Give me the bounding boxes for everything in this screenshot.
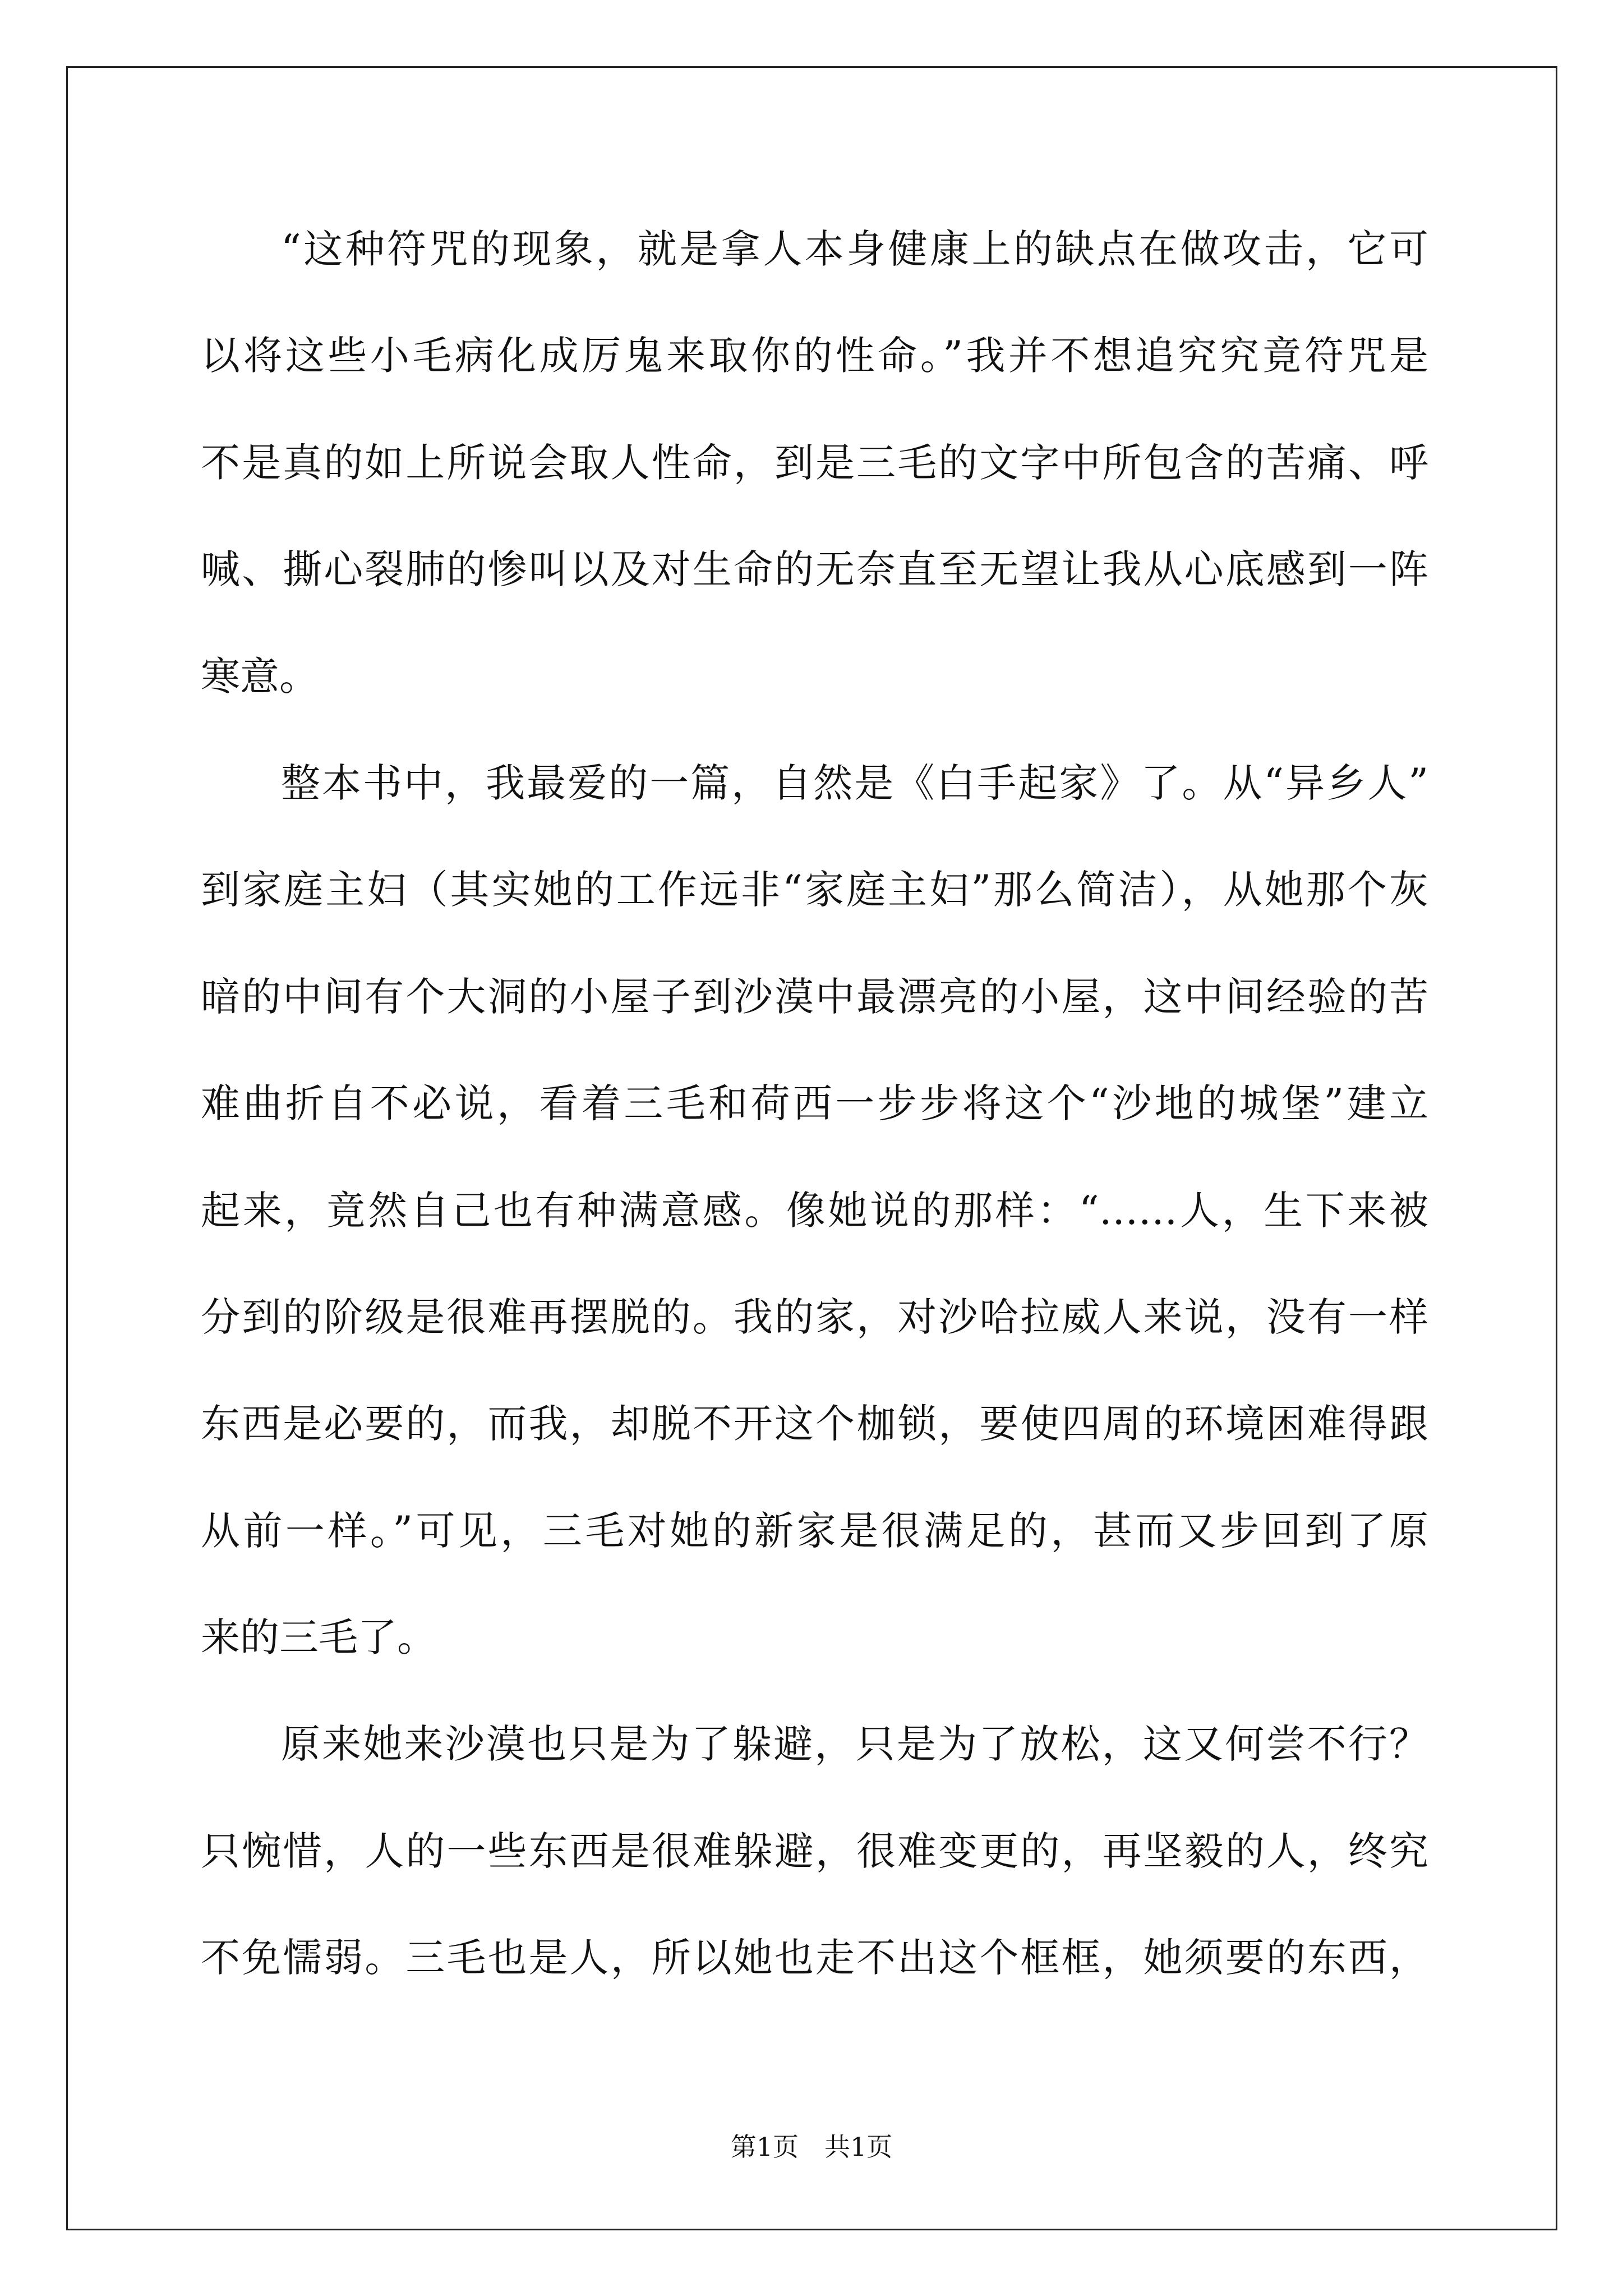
paragraph <box>201 1691 1428 2011</box>
paragraph <box>201 730 1428 1691</box>
text-line: 只惋惜，人的一些东西是很难躲避，很难变更的，再坚毅的人，终究 <box>201 1828 1428 1874</box>
text-line: 寒意。 <box>201 653 319 700</box>
text-line: 起来，竟然自己也有种满意感。像她说的那样：“……人，生下来被 <box>201 1187 1428 1234</box>
text-line: 整本书中，我最爱的一篇，自然是《白手起家》了。从“异乡人” <box>281 760 1428 806</box>
text-line: 原来她来沙漠也只是为了躲避，只是为了放松，这又何尝不行？ <box>281 1721 1428 1768</box>
text-line: 到家庭主妇（其实她的工作远非“家庭主妇”那么简洁），从她那个灰 <box>201 867 1428 913</box>
text-line: 不是真的如上所说会取人性命，到是三毛的文字中所包含的苦痛、呼 <box>201 439 1428 486</box>
text-line: 来的三毛了。 <box>201 1614 436 1661</box>
page-total: 共1页 <box>824 2132 893 2162</box>
text-line: “这种符咒的现象，就是拿人本身健康上的缺点在做攻击，它可 <box>281 226 1428 272</box>
text-line: 不免懦弱。三毛也是人，所以她也走不出这个框框，她须要的东西， <box>201 1935 1428 1981</box>
paragraph <box>201 196 1428 730</box>
text-line: 分到的阶级是很难再摆脱的。我的家，对沙哈拉威人来说，没有一样 <box>201 1294 1428 1340</box>
text-line: 暗的中间有个大洞的小屋子到沙漠中最漂亮的小屋，这中间经验的苦 <box>201 973 1428 1020</box>
text-line: 东西是必要的，而我，却脱不开这个枷锁，要使四周的环境困难得跟 <box>201 1401 1428 1447</box>
text-line: 难曲折自不必说，看着三毛和荷西一步步将这个“沙地的城堡”建立 <box>201 1080 1428 1127</box>
page-footer <box>0 2129 1623 2164</box>
text-line: 从前一样。”可见，三毛对她的新家是很满足的，甚而又步回到了原 <box>201 1507 1428 1554</box>
page-number: 第1页 <box>730 2132 799 2162</box>
text-line: 喊、撕心裂肺的惨叫以及对生命的无奈直至无望让我从心底感到一阵 <box>201 546 1428 593</box>
text-line: 以将这些小毛病化成厉鬼来取你的性命。”我并不想追究究竟符咒是 <box>201 333 1428 379</box>
body-text <box>201 196 1428 2012</box>
